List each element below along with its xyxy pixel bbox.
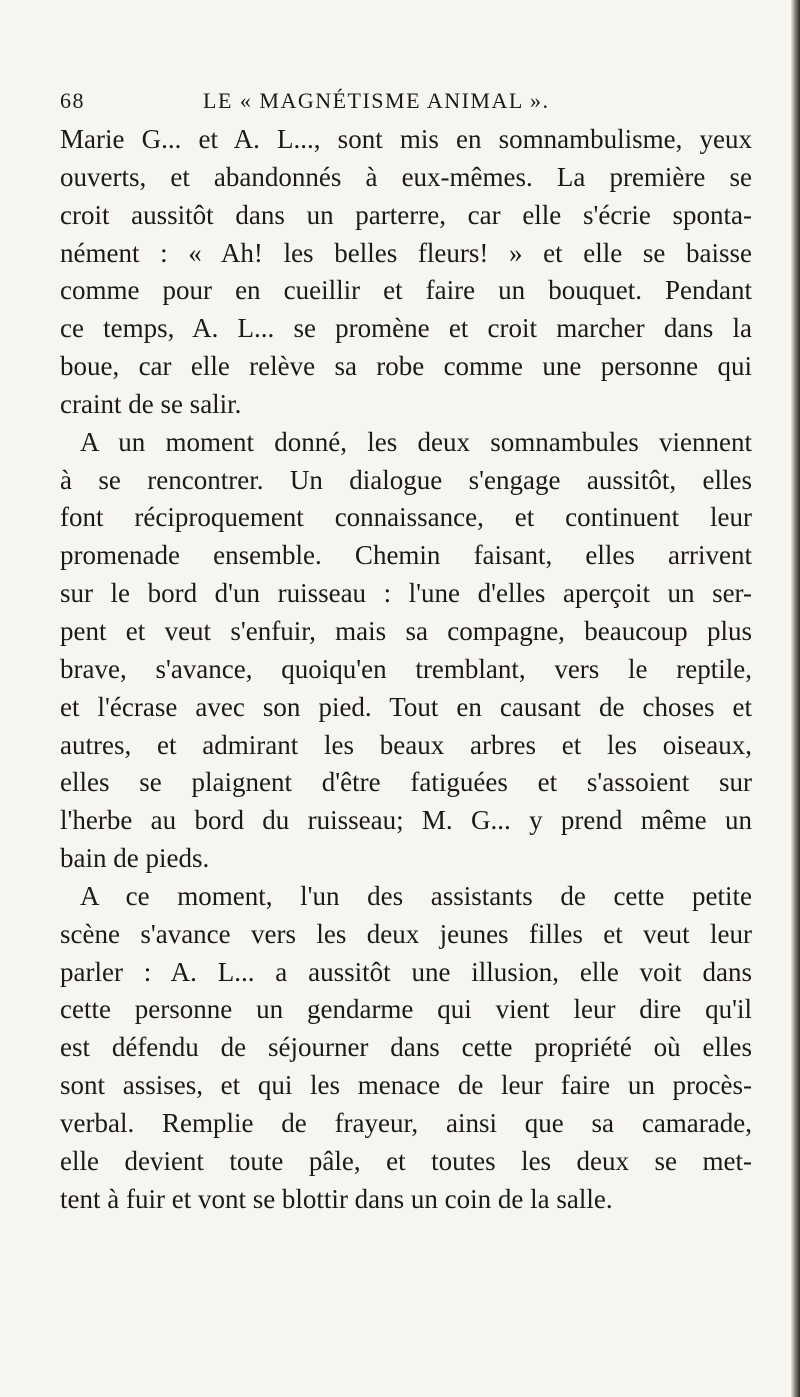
text-line: à se rencontrer. Un dialogue s'engage aussitôt, elles	[60, 464, 752, 495]
text-line: pent et veut s'enfuir, mais sa compagne, beaucoup plus	[60, 615, 752, 646]
text-line: ce temps, A. L... se promène et croit marcher dans la	[60, 313, 752, 344]
text-line: craint de se salir.	[60, 388, 242, 419]
text-line: boue, car elle relève sa robe comme une personne qui	[60, 351, 752, 382]
text-line: font réciproquement connaissance, et continuent leur	[60, 502, 752, 533]
text-line: promenade ensemble. Chemin faisant, elles arrivent	[60, 540, 752, 571]
text-line: l'herbe au bord du ruisseau; M. G... y prend même un	[60, 805, 752, 836]
text-line: elles se plaignent d'être fatiguées et s'assoient sur	[60, 767, 752, 798]
text-line: elle devient toute pâle, et toutes les deux se met-	[60, 1145, 752, 1176]
page-header	[60, 88, 750, 118]
text-line: ouverts, et abandonnés à eux-mêmes. La première se	[60, 161, 752, 192]
paragraph	[60, 878, 752, 1219]
running-title: LE « MAGNÉTISME ANIMAL ».	[203, 88, 550, 113]
paragraph	[60, 424, 752, 878]
text-line: Marie G... et A. L..., sont mis en somnambulisme, yeux	[60, 124, 752, 154]
text-line: autres, et admirant les beaux arbres et les oiseaux,	[60, 729, 752, 760]
text-line: croit aussitôt dans un parterre, car elle s'écrie sponta-	[60, 199, 752, 230]
text-line: A un moment donné, les deux somnambules viennent	[80, 426, 752, 457]
paragraph	[60, 121, 752, 424]
text-line: scène s'avance vers les deux jeunes filles et veut leur	[60, 918, 752, 949]
text-line: nément : « Ah! les belles fleurs! » et elle se baisse	[60, 237, 752, 268]
body-text	[60, 121, 752, 1218]
text-line: bain de pieds.	[60, 843, 210, 874]
text-line: et l'écrase avec son pied. Tout en causant de choses et	[60, 691, 752, 722]
text-line: sur le bord d'un ruisseau : l'une d'elles aperçoit un ser-	[60, 578, 752, 609]
text-line: tent à fuir et vont se blottir dans un coin de la salle.	[60, 1183, 613, 1214]
text-line: sont assises, et qui les menace de leur faire un procès-	[60, 1070, 752, 1101]
page-number: 68	[60, 88, 85, 113]
text-line: A ce moment, l'un des assistants de cette petite	[80, 880, 752, 911]
text-line: parler : A. L... a aussitôt une illusion, elle voit dans	[60, 956, 752, 987]
text-line: est défendu de séjourner dans cette propriété où elles	[60, 1032, 752, 1063]
text-line: verbal. Remplie de frayeur, ainsi que sa camarade,	[60, 1107, 752, 1138]
text-line: cette personne un gendarme qui vient leur dire qu'il	[60, 994, 752, 1025]
page-edge-shadow	[791, 0, 800, 1397]
text-line: brave, s'avance, quoiqu'en tremblant, vers le reptile,	[60, 653, 752, 684]
text-line: comme pour en cueillir et faire un bouquet. Pendant	[60, 275, 752, 306]
